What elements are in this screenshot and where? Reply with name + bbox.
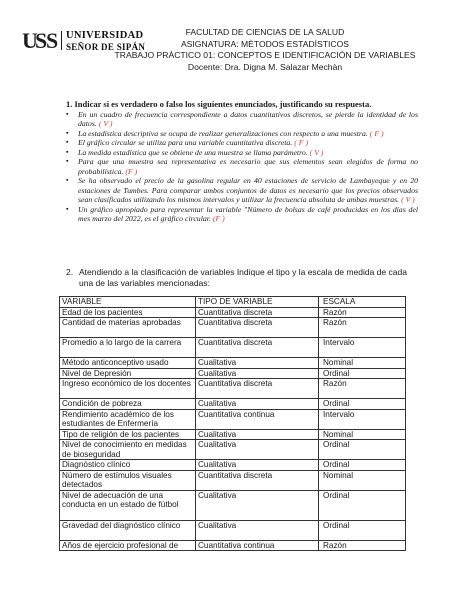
statement-answer: ( V ) xyxy=(98,119,113,128)
statement-text: Se ha observado el precio de la gasolina regular en 40 estaciones de servicio de Lambayeque y en 20 estaciones de Tumbes. Para comparar ambos conjuntos de datos es necesario que los precios observados sean clasificados utilizando los mismos intervalos y utilizar la frecuencia absoluta de ambas muestras. xyxy=(78,176,418,204)
statement-text: La medida estadística que se obtiene de una muestra se llama parámetro. xyxy=(78,147,308,157)
cell-tipo: Cuantitativa discreta xyxy=(196,307,319,318)
cell-tipo: Cuantitativa discreta xyxy=(196,379,319,399)
cell-tipo: Cualitativa xyxy=(196,440,319,460)
cell-variable: Nivel de conocimiento en medidas de bioseguridad xyxy=(60,440,196,460)
cell-variable: Condición de pobreza xyxy=(60,399,196,410)
statement-answer: ( V ) xyxy=(309,147,324,157)
table-row xyxy=(60,307,406,318)
document-header xyxy=(100,27,430,73)
cell-tipo: Cuantitativa discreta xyxy=(196,318,319,338)
table-row xyxy=(60,409,406,429)
header-tipo: TIPO DE VARIABLE xyxy=(196,297,319,308)
cell-escala: Ordinal xyxy=(319,399,406,410)
statement-list xyxy=(66,110,418,224)
cell-variable: Nivel de Depresión xyxy=(60,368,196,379)
header-variable: VARIABLE xyxy=(60,297,196,308)
table-row xyxy=(60,429,406,440)
cell-variable: Cantidad de materias aprobadas xyxy=(60,318,196,338)
question-1-number: 1. xyxy=(66,99,73,109)
cell-tipo: Cualitativa xyxy=(196,368,319,379)
teacher-line: Docente: Dra. Digna M. Salazar Mechàn xyxy=(187,61,343,72)
cell-variable: Diagnóstico clínico xyxy=(60,460,196,471)
table-row xyxy=(60,470,406,490)
cell-tipo: Cualitativa xyxy=(196,399,319,410)
statement-answer: ( F ) xyxy=(294,138,309,147)
cell-escala: Razón xyxy=(319,318,406,338)
table-row xyxy=(60,460,406,471)
statement-item xyxy=(66,129,418,139)
cell-variable: Nivel de adecuación de una conducta en un estado de fútbol xyxy=(60,490,196,520)
table-row xyxy=(60,440,406,460)
table-row xyxy=(60,490,406,520)
cell-escala: Razón xyxy=(319,307,406,318)
cell-tipo: Cuantitativa continua xyxy=(196,409,319,429)
statement-answer: ( V ) xyxy=(401,195,415,204)
cell-tipo: Cuantitativa discreta xyxy=(196,470,319,490)
university-subname: SEÑOR DE SIPÁN xyxy=(66,42,146,52)
question-2-text: Atendiendo a la clasificación de variables Indique el tipo y la escala de medida de cada una de las variables mencionadas: xyxy=(79,267,407,288)
table-header-row xyxy=(60,297,406,308)
cell-tipo: Cualitativa xyxy=(196,490,319,520)
statement-text: En un cuadro de frecuencia correspondiente a datos cuantitativos discretos, se pierde la identidad de los datos. xyxy=(78,109,418,128)
cell-escala: Ordinal xyxy=(319,520,406,540)
table-body xyxy=(60,307,406,551)
question-1 xyxy=(66,99,418,224)
cell-variable: Número de estímulos visuales detectados xyxy=(60,470,196,490)
statement-item xyxy=(66,157,418,176)
cell-escala: Ordinal xyxy=(319,460,406,471)
cell-escala: Nominal xyxy=(319,470,406,490)
cell-escala: Intervalo xyxy=(319,338,406,358)
cell-escala: Intervalo xyxy=(319,409,406,429)
cell-tipo: Cuantitativa continua xyxy=(196,540,319,551)
table-row xyxy=(60,318,406,338)
question-1-title xyxy=(66,99,418,110)
cell-tipo: Cuantitativa discreta xyxy=(196,338,319,358)
statement-item xyxy=(66,205,418,224)
statement-item xyxy=(66,138,418,148)
statement-text: Un gráfico apropiado para representar la variable "Número de bolsas de café producidas en los días del mes marzo del 2022, es el gráfico circular. xyxy=(78,204,418,223)
svg-text:S: S xyxy=(35,28,48,52)
assignment-line: TRABAJO PRÀCTICO 01: CONCEPTOS E IDENTIFICACIÒN DE VARIABLES xyxy=(114,50,416,61)
university-name: UNIVERSIDAD xyxy=(66,30,144,41)
cell-escala: Nominal xyxy=(319,429,406,440)
svg-text:U: U xyxy=(22,28,38,52)
cell-variable: Tipo de religión de los pacientes xyxy=(60,429,196,440)
uss-logo-icon xyxy=(22,28,64,52)
cell-variable: Promedio a lo largo de la carrera xyxy=(60,338,196,358)
cell-tipo: Cualitativa xyxy=(196,520,319,540)
table-row xyxy=(60,338,406,358)
cell-variable: Gravedad del diagnóstico clínico xyxy=(60,520,196,540)
statement-text: La estadística descriptiva se ocupa de realizar generalizaciones con respecto a una muestra. xyxy=(78,128,368,138)
cell-variable: Ingreso económico de los docentes xyxy=(60,379,196,399)
cell-escala: Razón xyxy=(319,379,406,399)
header-escala: ESCALA xyxy=(319,297,406,308)
cell-escala: Ordinal xyxy=(319,368,406,379)
table-row xyxy=(60,540,406,551)
statement-answer: (F ) xyxy=(212,214,225,223)
statement-item xyxy=(66,110,418,129)
question-2-number: 2. xyxy=(66,267,74,277)
svg-text:S: S xyxy=(46,28,59,52)
cell-escala: Ordinal xyxy=(319,490,406,520)
cell-escala: Nominal xyxy=(319,358,406,369)
statement-answer: ( F ) xyxy=(369,128,384,138)
table-row xyxy=(60,368,406,379)
cell-variable: Método anticonceptivo usado xyxy=(60,358,196,369)
question-1-text: Indicar si es verdadero o falso los siguientes enunciados, justificando su respuesta. xyxy=(74,99,372,109)
variables-table xyxy=(59,296,406,551)
table-row xyxy=(60,399,406,410)
statement-item xyxy=(66,176,418,205)
cell-variable: Edad de los pacientes xyxy=(60,307,196,318)
cell-escala: Razón xyxy=(319,540,406,551)
cell-variable: Años de ejercicio profesional de xyxy=(60,540,196,551)
cell-tipo: Cualitativa xyxy=(196,429,319,440)
statement-item xyxy=(66,148,418,158)
cell-variable: Rendimiento académico de los estudiantes de Enfermería xyxy=(60,409,196,429)
cell-escala: Ordinal xyxy=(319,440,406,460)
subject-line: ASIGNATURA: MÈTODOS ESTADÌSTICOS xyxy=(180,38,350,49)
cell-tipo: Cualitativa xyxy=(196,358,319,369)
faculty-line: FACULTAD DE CIENCIAS DE LA SALUD xyxy=(185,27,345,37)
cell-tipo: Cualitativa xyxy=(196,460,319,471)
question-2 xyxy=(66,267,416,289)
statement-text: Para que una muestra sea representativa es necesario que sus elementos sean elegidos de forma no probabilística. xyxy=(78,157,418,176)
statement-answer: (F ) xyxy=(125,166,138,176)
table-row xyxy=(60,379,406,399)
table-row xyxy=(60,358,406,369)
table-row xyxy=(60,520,406,540)
statement-text: El gráfico circular se utiliza para una variable cuantitativa discreta. xyxy=(78,138,293,147)
